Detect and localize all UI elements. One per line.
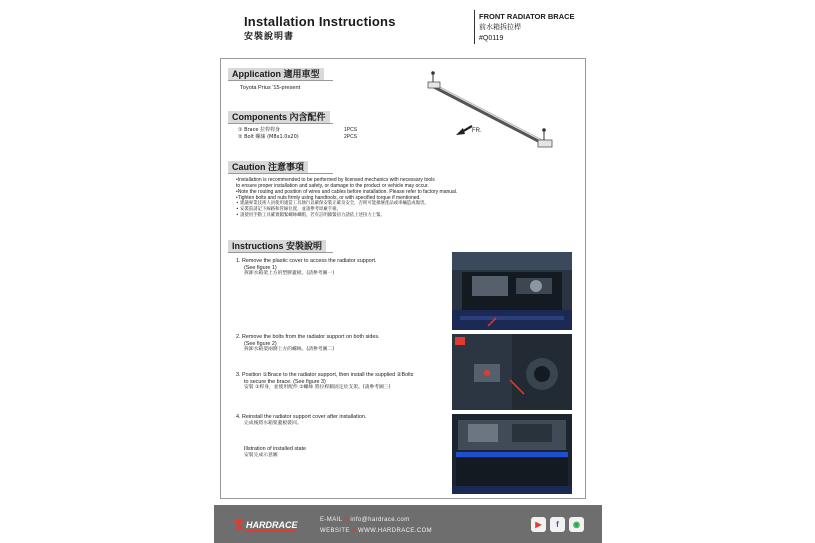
- step-text: 1. Remove the plastic cover to access the radiator support.: [236, 258, 377, 264]
- section-rule: [228, 173, 333, 174]
- components-heading-en: Components: [232, 112, 287, 122]
- section-rule: [228, 252, 333, 253]
- vehicle-fitment: Toyota Prius '15-present: [240, 85, 301, 91]
- step-text-zh: 完成後將水箱架蓋板裝回。: [244, 420, 302, 426]
- step-figure-ref: (See figure 1): [244, 264, 277, 271]
- bullet-icon: ●: [351, 528, 356, 534]
- facebook-icon[interactable]: f: [550, 517, 565, 532]
- front-arrow-icon: [456, 126, 472, 135]
- email-link[interactable]: info@hardrace.com: [350, 517, 410, 523]
- figure-2-3-photo: [452, 334, 572, 410]
- instructions-heading-en: Instructions: [232, 241, 284, 251]
- header-divider: [474, 10, 475, 44]
- hardrace-logo: [230, 516, 300, 534]
- step-figure-ref: to secure the brace. (See figure 3): [244, 378, 326, 385]
- document-title: Installation Instructions: [244, 14, 396, 29]
- components-heading-zh: 內含配件: [289, 113, 326, 123]
- component-item-name: ① Brace 拉桿桿身: [238, 127, 281, 133]
- section-rule: [228, 123, 333, 124]
- product-name-zh: 前水箱拆拉桿: [479, 24, 521, 31]
- website-link[interactable]: WWW.HARDRACE.COM: [358, 528, 433, 534]
- caution-line: •Note the routing and position of wires and cables before installation. Please refer to factory manual.: [236, 189, 458, 195]
- caution-line: • 安裝前請記下線路和管線位置，並請參考原廠手冊。: [236, 207, 341, 212]
- instructions-heading: [228, 240, 326, 252]
- caution-line: to ensure proper installation and safety, or damage to the product or vehicle may occur.: [236, 183, 429, 189]
- application-heading-zh: 適用車型: [283, 70, 320, 80]
- application-heading: [228, 68, 324, 80]
- website-label: WEBSITE: [320, 528, 350, 534]
- step-text-zh: 拆卸水箱架上方的塑膠蓋板。(請參考圖一): [244, 271, 335, 277]
- part-number: #Q0119: [479, 35, 504, 42]
- caution-heading: [228, 161, 308, 173]
- step-figure-ref: (See figure 2): [244, 340, 277, 347]
- installed-state-photo: [452, 414, 572, 494]
- document-title-zh: 安裝說明書: [244, 32, 295, 42]
- footer-email: [320, 517, 410, 523]
- component-item-qty: 1PCS: [344, 127, 358, 133]
- brand-wordmark: HARDRACE: [246, 520, 298, 530]
- component-item-qty: 2PCS: [344, 134, 358, 140]
- step-text: 4. Reinstall the radiator support cover after installation.: [236, 414, 367, 420]
- step-text-zh: 拆卸水箱架兩側上方的螺絲。(請參考圖二): [244, 347, 335, 353]
- front-direction-label: FR.: [472, 128, 482, 134]
- brace-diagram: [420, 70, 560, 158]
- application-heading-en: Application: [232, 69, 281, 79]
- figure-1-photo: [452, 252, 572, 330]
- caution-heading-en: Caution: [232, 162, 266, 172]
- installed-state-caption: [244, 446, 306, 459]
- product-info: [479, 11, 575, 44]
- step-text: 3. Position ①Brace to the radiator support, then install the supplied ②Bolts: [236, 372, 414, 378]
- instructions-heading-zh: 安裝說明: [286, 242, 323, 252]
- instruction-step-3: [236, 372, 413, 392]
- caution-line: • 建議專業技術人員使用適當工具執行以確保安裝正確及安全，否則可能損壞產品或車輛造成傷害。: [236, 201, 429, 206]
- installed-caption-zh: 安裝完成示意圖: [244, 452, 278, 458]
- caution-line: •Tighten bolts and nuts firmly using handtools, or with specified torque if mentioned.: [236, 195, 421, 201]
- product-name: FRONT RADIATOR BRACE: [479, 12, 575, 21]
- caution-line: • 請使用手動工具確實鎖緊螺絲螺帽，若有註明鎖緊扭力請依上述扭力上緊。: [236, 213, 385, 218]
- component-item-name: ② Bolt 螺絲 (M8x1.0x20): [238, 134, 299, 140]
- email-label: E-MAIL: [320, 517, 343, 523]
- instruction-step-1: [236, 258, 377, 278]
- caution-heading-zh: 注意事項: [268, 163, 305, 173]
- youtube-icon[interactable]: ▶: [531, 517, 546, 532]
- installed-caption-en: Illstration of installed state: [244, 446, 307, 452]
- step-text: 2. Remove the bolts from the radiator support on both sides.: [236, 334, 380, 340]
- wechat-icon[interactable]: ◉: [569, 517, 584, 532]
- bullet-icon: ●: [344, 517, 349, 523]
- instruction-step-4: [236, 414, 366, 427]
- components-heading: [228, 111, 330, 123]
- step-text-zh: 安裝 ①桿身，並使用配件 ②螺絲 將拉桿鎖固定於支架。(請參考圖三): [244, 385, 391, 391]
- brace-bar: [428, 71, 552, 147]
- caution-line: •Installation is recommended to be performed by licensed mechanics with necessary tools: [236, 177, 435, 183]
- footer-website: [320, 528, 432, 534]
- instruction-step-2: [236, 334, 380, 354]
- section-rule: [228, 80, 333, 81]
